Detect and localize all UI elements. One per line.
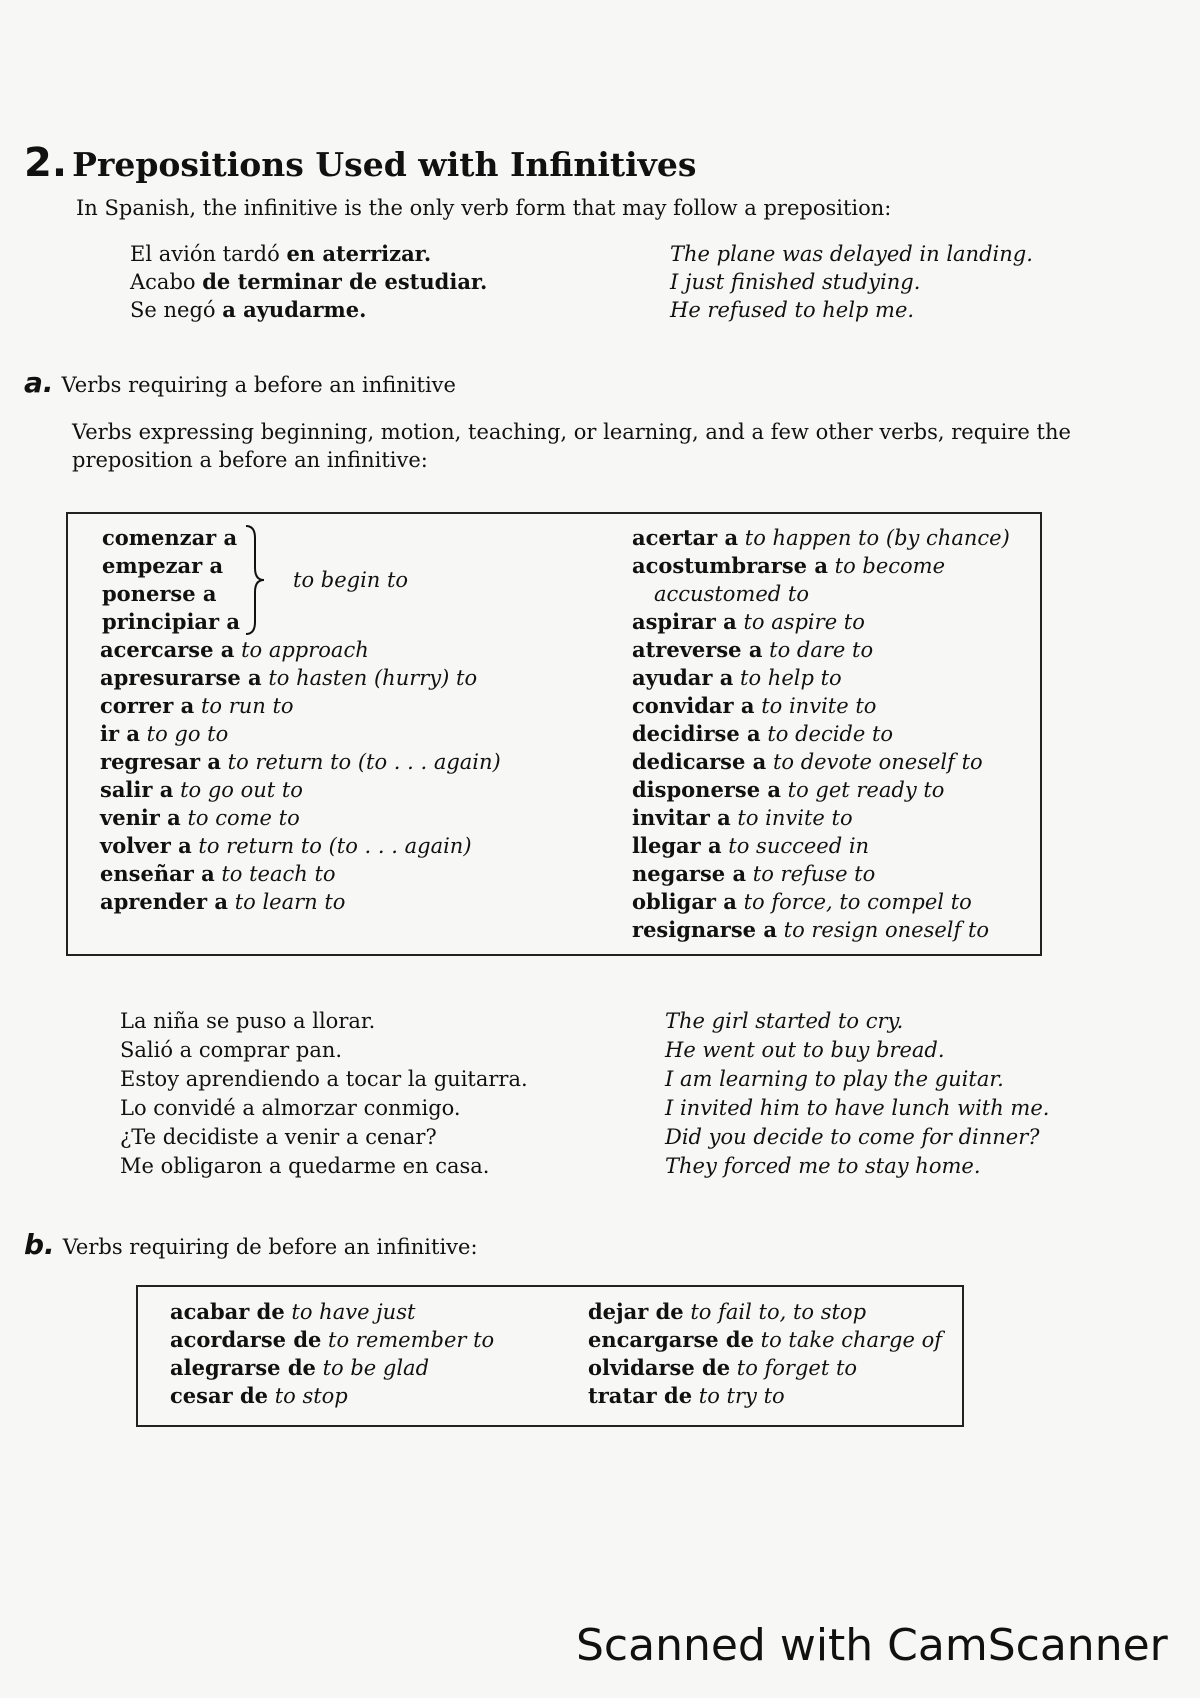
verb-entry: ayudar a to help to — [632, 665, 842, 690]
part-a-examples-spanish — [120, 1007, 528, 1181]
verb-entry: alegrarse de to be glad — [170, 1355, 430, 1380]
verb-list-a-right — [632, 524, 1010, 944]
intro-example-2: Acabo de terminar de estudiar. — [130, 269, 488, 294]
intro-translation-1: The plane was delayed in landing. — [670, 242, 1033, 266]
verb-list-a-left — [100, 636, 501, 916]
verb-entry: apresurarse a to hasten (hurry) to — [100, 665, 478, 690]
part-a-examples-english — [665, 1007, 1049, 1181]
verb-entry: acabar de to have just — [170, 1299, 416, 1324]
verb-entry: obligar a to force, to compel to — [632, 889, 972, 914]
verb-entry: atreverse a to dare to — [632, 637, 874, 662]
part-b-letter: b. — [24, 1228, 55, 1261]
scanner-watermark: Scanned with CamScanner — [576, 1620, 1168, 1671]
brace-verb: empezar a — [102, 553, 224, 578]
verb-entry: resignarse a to resign oneself to — [632, 917, 990, 942]
verb-entry: aspirar a to aspire to — [632, 609, 865, 634]
verb-entry: negarse a to refuse to — [632, 861, 876, 886]
example-translation: I invited him to have lunch with me. — [665, 1096, 1050, 1120]
verb-entry: encargarse de to take charge of — [588, 1327, 943, 1352]
section-intro: In Spanish, the infinitive is the only verb form that may follow a preposition: — [76, 196, 892, 220]
section-title-text: Prepositions Used with Infinitives — [72, 145, 697, 184]
intro-examples-english — [670, 240, 1033, 324]
brace-verb: ponerse a — [102, 581, 217, 606]
brace-verb: comenzar a — [102, 525, 238, 550]
part-a-heading — [24, 366, 456, 399]
verb-entry: disponerse a to get ready to — [632, 777, 945, 802]
verb-entry-continued: accustomed to — [654, 582, 809, 606]
verb-entry: acercarse a to approach — [100, 637, 369, 662]
verb-entry: tratar de to try to — [588, 1383, 785, 1408]
section-number: 2. — [24, 140, 68, 186]
example-sentence: ¿Te decidiste a venir a cenar? — [120, 1125, 437, 1149]
brace-meaning: to begin to — [293, 568, 409, 592]
part-b-heading-text: Verbs requiring de before an infinitive: — [62, 1235, 478, 1259]
example-sentence: La niña se puso a llorar. — [120, 1009, 376, 1033]
curly-brace-icon — [244, 524, 266, 636]
intro-translation-3: He refused to help me. — [670, 298, 915, 322]
verb-entry: salir a to go out to — [100, 777, 303, 802]
example-sentence: Me obligaron a quedarme en casa. — [120, 1154, 490, 1178]
example-translation: He went out to buy bread. — [665, 1038, 945, 1062]
verb-entry: llegar a to succeed in — [632, 833, 870, 858]
intro-example-1: El avión tardó en aterrizar. — [130, 241, 432, 266]
intro-translation-2: I just finished studying. — [670, 270, 921, 294]
example-translation: They forced me to stay home. — [665, 1154, 981, 1178]
part-a-heading-text: Verbs requiring a before an infinitive — [61, 373, 456, 397]
verb-list-b-left — [170, 1298, 494, 1410]
brace-verbs-list — [102, 524, 240, 636]
verb-entry: correr a to run to — [100, 693, 294, 718]
verb-entry: ir a to go to — [100, 721, 229, 746]
part-a-description: Verbs expressing beginning, motion, teaching, or learning, and a few other verbs, require the preposition a before an infinitive: — [72, 420, 1071, 472]
verb-entry: dedicarse a to devote oneself to — [632, 749, 983, 774]
verb-entry: acostumbrarse a to become — [632, 553, 945, 578]
example-sentence: Estoy aprendiendo a tocar la guitarra. — [120, 1067, 528, 1091]
verb-entry: volver a to return to (to . . . again) — [100, 833, 472, 858]
part-a-letter: a. — [24, 366, 54, 399]
verb-entry: decidirse a to decide to — [632, 721, 894, 746]
verb-entry: venir a to come to — [100, 805, 300, 830]
example-translation: The girl started to cry. — [665, 1009, 904, 1033]
example-sentence: Salió a comprar pan. — [120, 1038, 343, 1062]
verb-entry: cesar de to stop — [170, 1383, 348, 1408]
brace-verb: principiar a — [102, 609, 241, 634]
intro-example-3: Se negó a ayudarme. — [130, 297, 367, 322]
verb-entry: dejar de to fail to, to stop — [588, 1299, 867, 1324]
verb-entry: aprender a to learn to — [100, 889, 346, 914]
verb-entry: acordarse de to remember to — [170, 1327, 495, 1352]
example-translation: Did you decide to come for dinner? — [665, 1125, 1040, 1149]
intro-examples-spanish — [130, 240, 487, 324]
example-sentence: Lo convidé a almorzar conmigo. — [120, 1096, 461, 1120]
verb-entry: invitar a to invite to — [632, 805, 853, 830]
verb-entry: olvidarse de to forget to — [588, 1355, 858, 1380]
verb-entry: acertar a to happen to (by chance) — [632, 525, 1010, 550]
verb-entry: regresar a to return to (to . . . again) — [100, 749, 501, 774]
example-translation: I am learning to play the guitar. — [665, 1067, 1004, 1091]
verb-list-b-right — [588, 1298, 942, 1410]
verb-entry: enseñar a to teach to — [100, 861, 336, 886]
section-title — [24, 140, 696, 186]
verb-entry: convidar a to invite to — [632, 693, 877, 718]
part-b-heading — [24, 1228, 478, 1261]
